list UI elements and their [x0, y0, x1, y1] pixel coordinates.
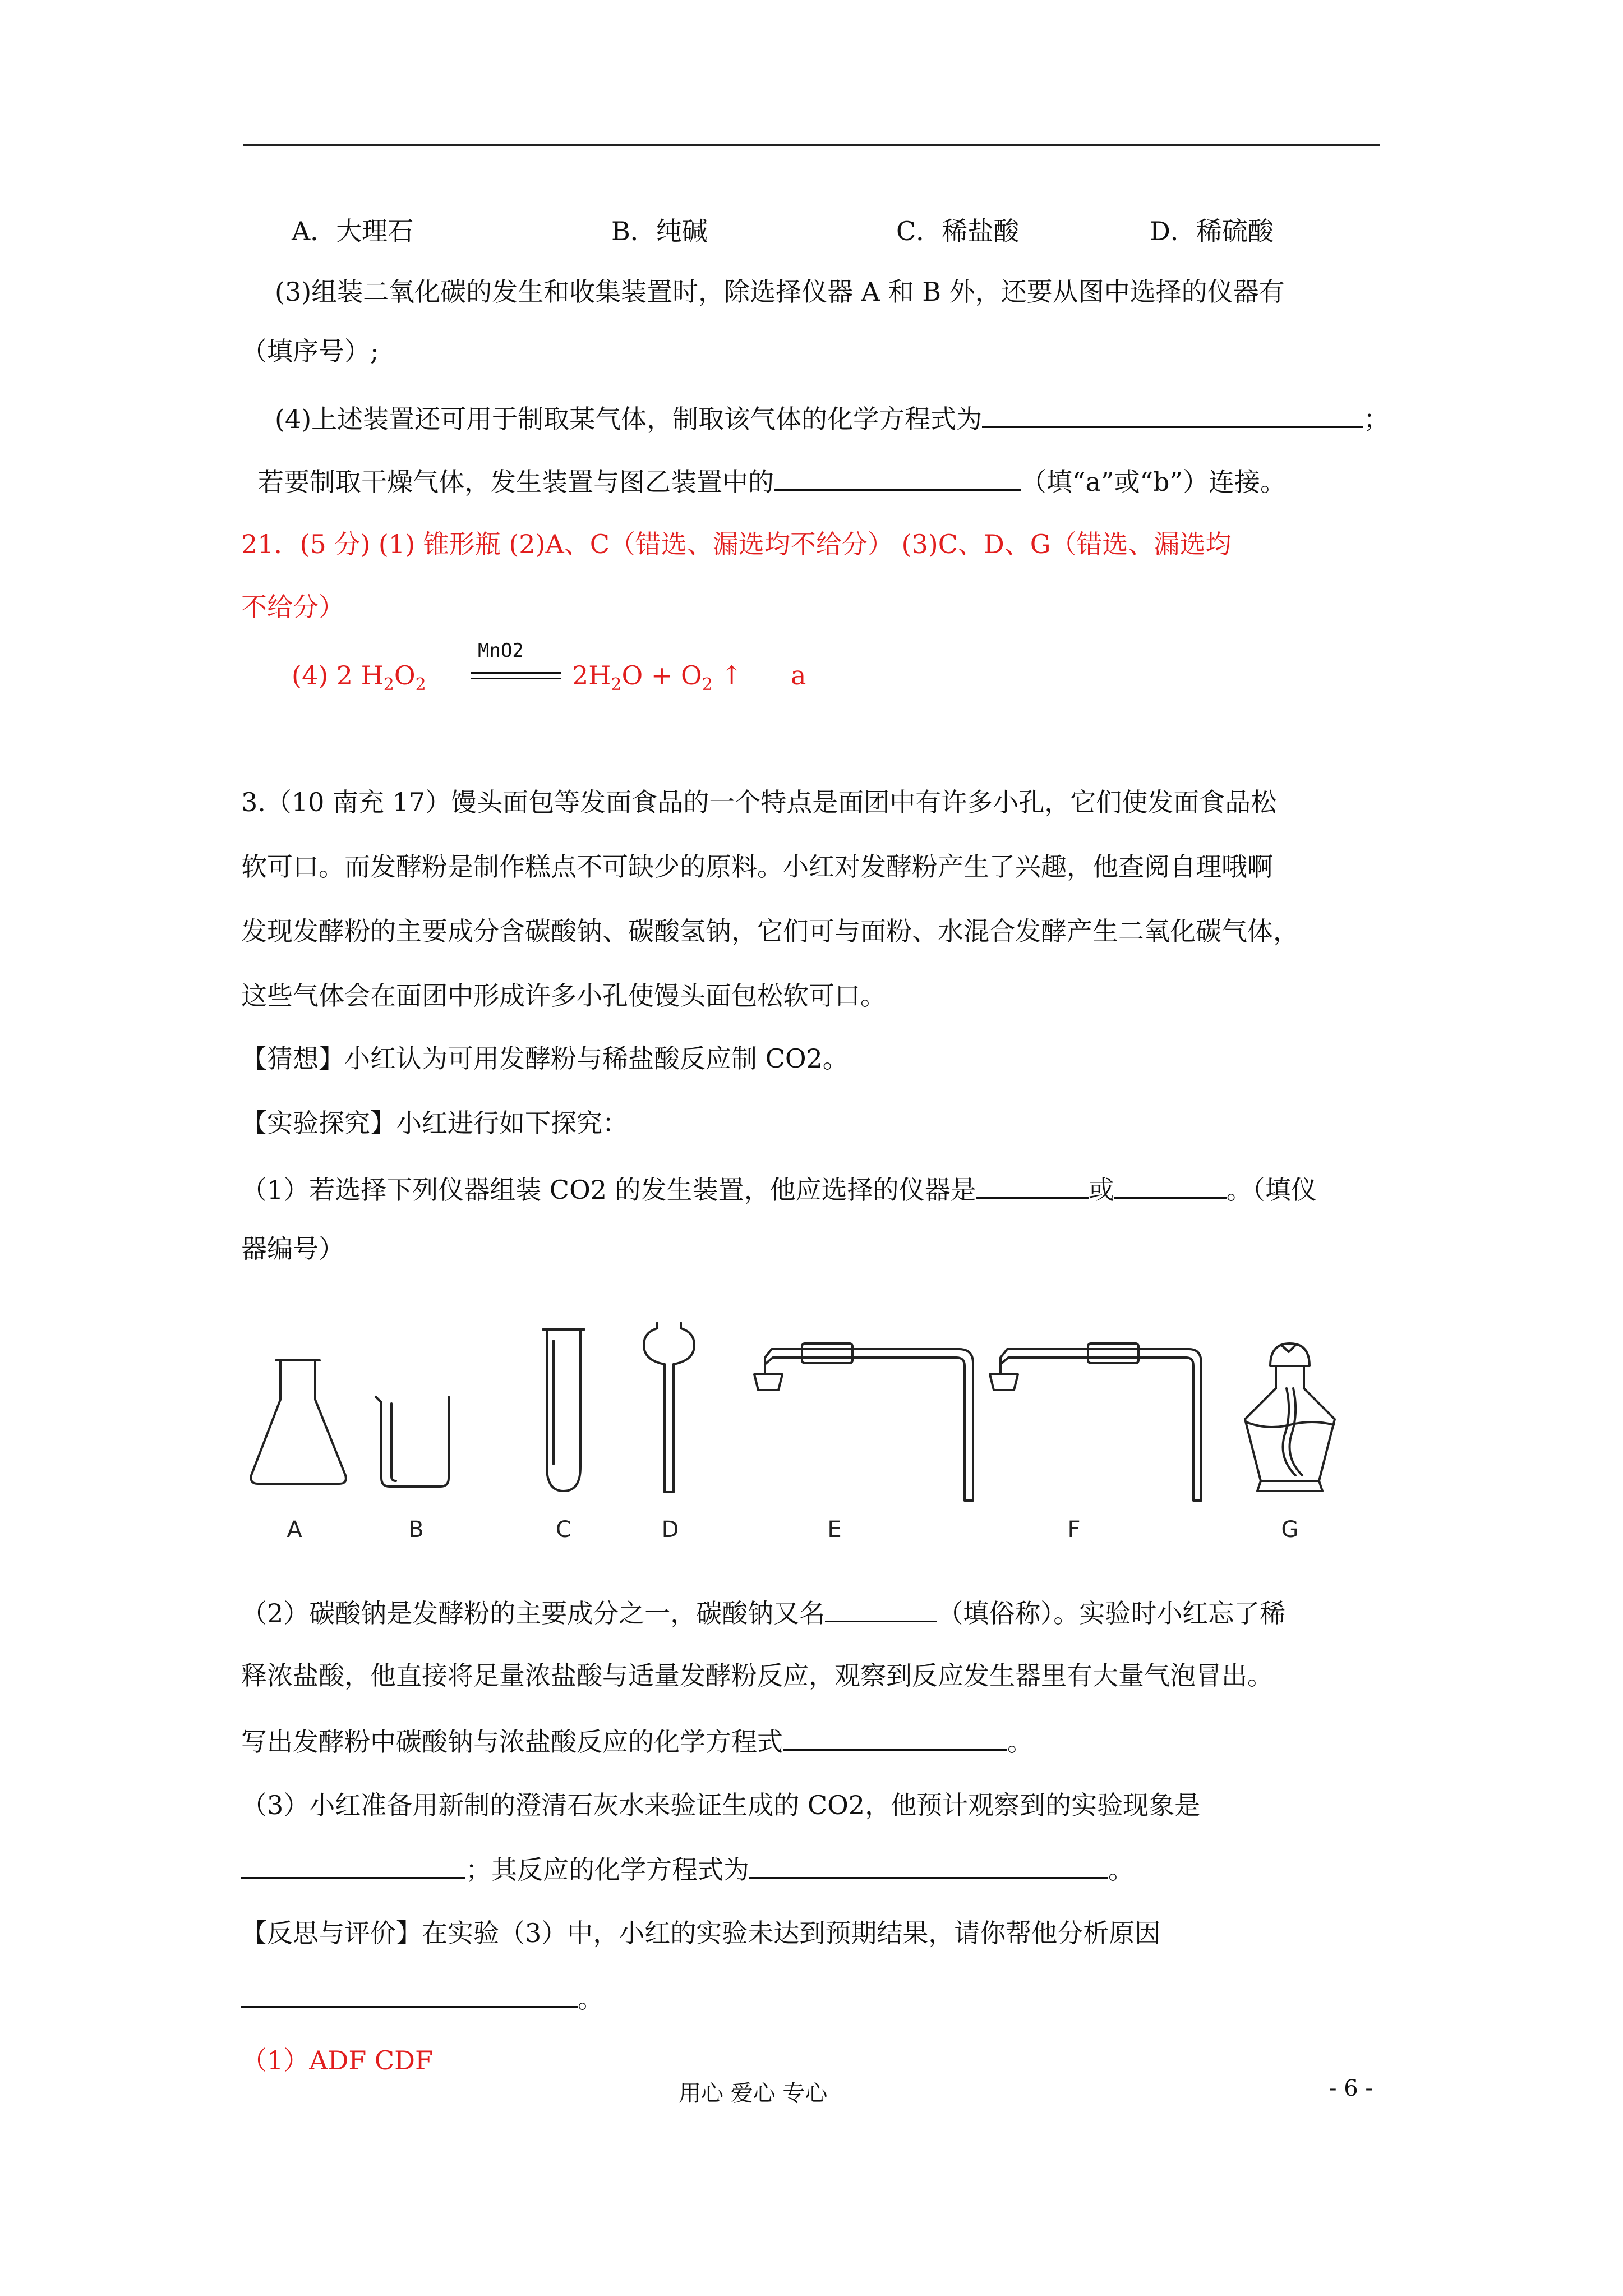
answer-blank[interactable]: [749, 1851, 1108, 1879]
guess-section: 【猜想】小红认为可用发酵粉与稀盐酸反应制 CO2。: [241, 1043, 849, 1074]
option-a: A．大理石: [292, 216, 414, 246]
question-3b-line1: （3）小红准备用新制的澄清石灰水来验证生成的 CO2，他预计观察到的实验现象是: [241, 1790, 1201, 1820]
answer-blank[interactable]: [241, 1851, 465, 1879]
equation-subscript: 2: [383, 675, 394, 694]
figure-label-e: E: [827, 1517, 842, 1543]
answer-3: （1）ADF CDF: [241, 2045, 433, 2076]
question-3b-line2: [241, 1851, 1134, 1887]
explore-section: 【实验探究】小红进行如下探究：: [241, 1108, 628, 1138]
answer-blank[interactable]: [825, 1595, 937, 1622]
equation-subscript: 2: [611, 675, 622, 694]
equals-line-top: [471, 672, 561, 674]
figure-label-f: F: [1067, 1517, 1081, 1543]
question-3-line2: （填序号）;: [241, 336, 379, 366]
gas-arrow: ↑: [721, 660, 743, 691]
q3b-text: ；其反应的化学方程式为: [465, 1855, 749, 1885]
answer-blank[interactable]: [982, 401, 1363, 428]
question-3-line1: (3)组装二氧化碳的发生和收集装置时，除选择仪器 A 和 B 外，还要从图中选择的仪器有: [275, 277, 1285, 307]
delivery-tube-e-icon: [754, 1343, 973, 1501]
test-tube-icon: [543, 1329, 584, 1491]
answer-blank[interactable]: [976, 1171, 1089, 1199]
answer-21-equation: [292, 659, 426, 702]
answer-21-line2: 不给分）: [241, 592, 344, 622]
answer-blank[interactable]: [1114, 1171, 1227, 1199]
question-4-line2: [258, 463, 1286, 499]
alcohol-lamp-icon: [1245, 1343, 1335, 1491]
page-number: - 6 -: [1329, 2076, 1373, 2101]
footer-slogan: 用心 爱心 专心: [679, 2081, 828, 2106]
answer-blank[interactable]: [783, 1723, 1007, 1751]
problem-3-para-line3: 发现发酵粉的主要成分含碳酸钠、碳酸氢钠，它们可与面粉、水混合发酵产生二氧化碳气体，: [241, 916, 1299, 946]
answer-blank[interactable]: [774, 463, 1021, 491]
q1-text: （1）若选择下列仪器组装 CO2 的发生装置，他应选择的仪器是: [241, 1175, 976, 1205]
option-d: D．稀硫酸: [1150, 216, 1274, 246]
problem-3-para-line1: 3.（10 南充 17）馒头面包等发面食品的一个特点是面团中有许多小孔，它们使发面食品松: [241, 787, 1277, 817]
answer-21-line1: 21．(5 分) (1) 锥形瓶 (2)A、C（错选、漏选均不给分） (3)C、D、G（错选、漏选均: [241, 529, 1232, 559]
catalyst-label: MnO2: [478, 639, 524, 662]
question-4-line2-text: 若要制取干燥气体，发生装置与图乙装置中的: [258, 467, 774, 497]
equation-product: O + O: [621, 660, 702, 691]
q2-eq-text: 写出发酵粉中碳酸钠与浓盐酸反应的化学方程式: [241, 1727, 783, 1757]
erlenmeyer-flask-icon: [251, 1360, 346, 1484]
equation-subscript: 2: [415, 675, 426, 694]
q1-end: 。（填仪: [1226, 1175, 1317, 1205]
header-rule: [243, 144, 1380, 146]
beaker-icon: [376, 1397, 449, 1487]
question-4-end: ；: [1363, 404, 1390, 434]
q2-text: （2）碳酸钠是发酵粉的主要成分之一，碳酸钠又名: [241, 1598, 826, 1628]
reflection-end: 。: [578, 1984, 603, 2014]
question-4-line1: [275, 401, 1389, 436]
question-2-line3: [241, 1723, 1033, 1759]
problem-3-para-line4: 这些气体会在面团中形成许多小孔使馒头面包松软可口。: [241, 981, 886, 1011]
reflection-line2: [241, 1980, 603, 2016]
equation-product: 2H: [572, 660, 611, 691]
figure-label-g: G: [1281, 1517, 1299, 1543]
option-b: B．纯碱: [611, 216, 708, 246]
q1-or: 或: [1088, 1175, 1114, 1205]
equals-line-bottom: [471, 678, 561, 679]
catalyst-arrow: [471, 639, 561, 690]
equation-subscript: 2: [702, 675, 713, 694]
figure-label-c: C: [556, 1517, 571, 1543]
option-c: C．稀盐酸: [896, 216, 1020, 246]
question-4-line2-end: （填“a”或“b”）连接。: [1021, 467, 1286, 497]
reflection-line1: 【反思与评价】在实验（3）中，小红的实验未达到预期结果，请你帮他分析原因: [241, 1918, 1161, 1948]
delivery-tube-f-icon: [990, 1343, 1201, 1501]
problem-3-q1-line2: 器编号）: [241, 1234, 344, 1264]
question-2-line2: 释浓盐酸，他直接将足量浓盐酸与适量发酵粉反应，观察到反应发生器里有大量气泡冒出。: [241, 1660, 1273, 1691]
question-2-line1: [241, 1595, 1285, 1630]
equation-reactant: (4) 2 H: [292, 660, 384, 691]
apparatus-figure: [241, 1313, 1385, 1548]
equation-reactant-o: O: [394, 660, 416, 691]
answer-21-products: [572, 659, 743, 702]
problem-3-q1-line1: [241, 1171, 1317, 1207]
thistle-funnel-icon: [644, 1323, 694, 1492]
figure-label-a: A: [287, 1517, 302, 1543]
problem-3-para-line2: 软可口。而发酵粉是制作糕点不可缺少的原料。小红对发酵粉产生了兴趣，他查阅自理哦啊: [241, 852, 1273, 882]
answer-21-connection: a: [791, 660, 806, 691]
question-4-text: (4)上述装置还可用于制取某气体，制取该气体的化学方程式为: [275, 404, 983, 434]
figure-label-b: B: [408, 1517, 424, 1543]
q3b-end: 。: [1108, 1855, 1134, 1885]
q2-text-end: （填俗称）。实验时小红忘了稀: [937, 1598, 1286, 1628]
answer-blank[interactable]: [241, 1980, 578, 2008]
q2-eq-end: 。: [1007, 1727, 1033, 1757]
figure-label-d: D: [661, 1517, 679, 1543]
apparatus-svg: [241, 1313, 1385, 1548]
